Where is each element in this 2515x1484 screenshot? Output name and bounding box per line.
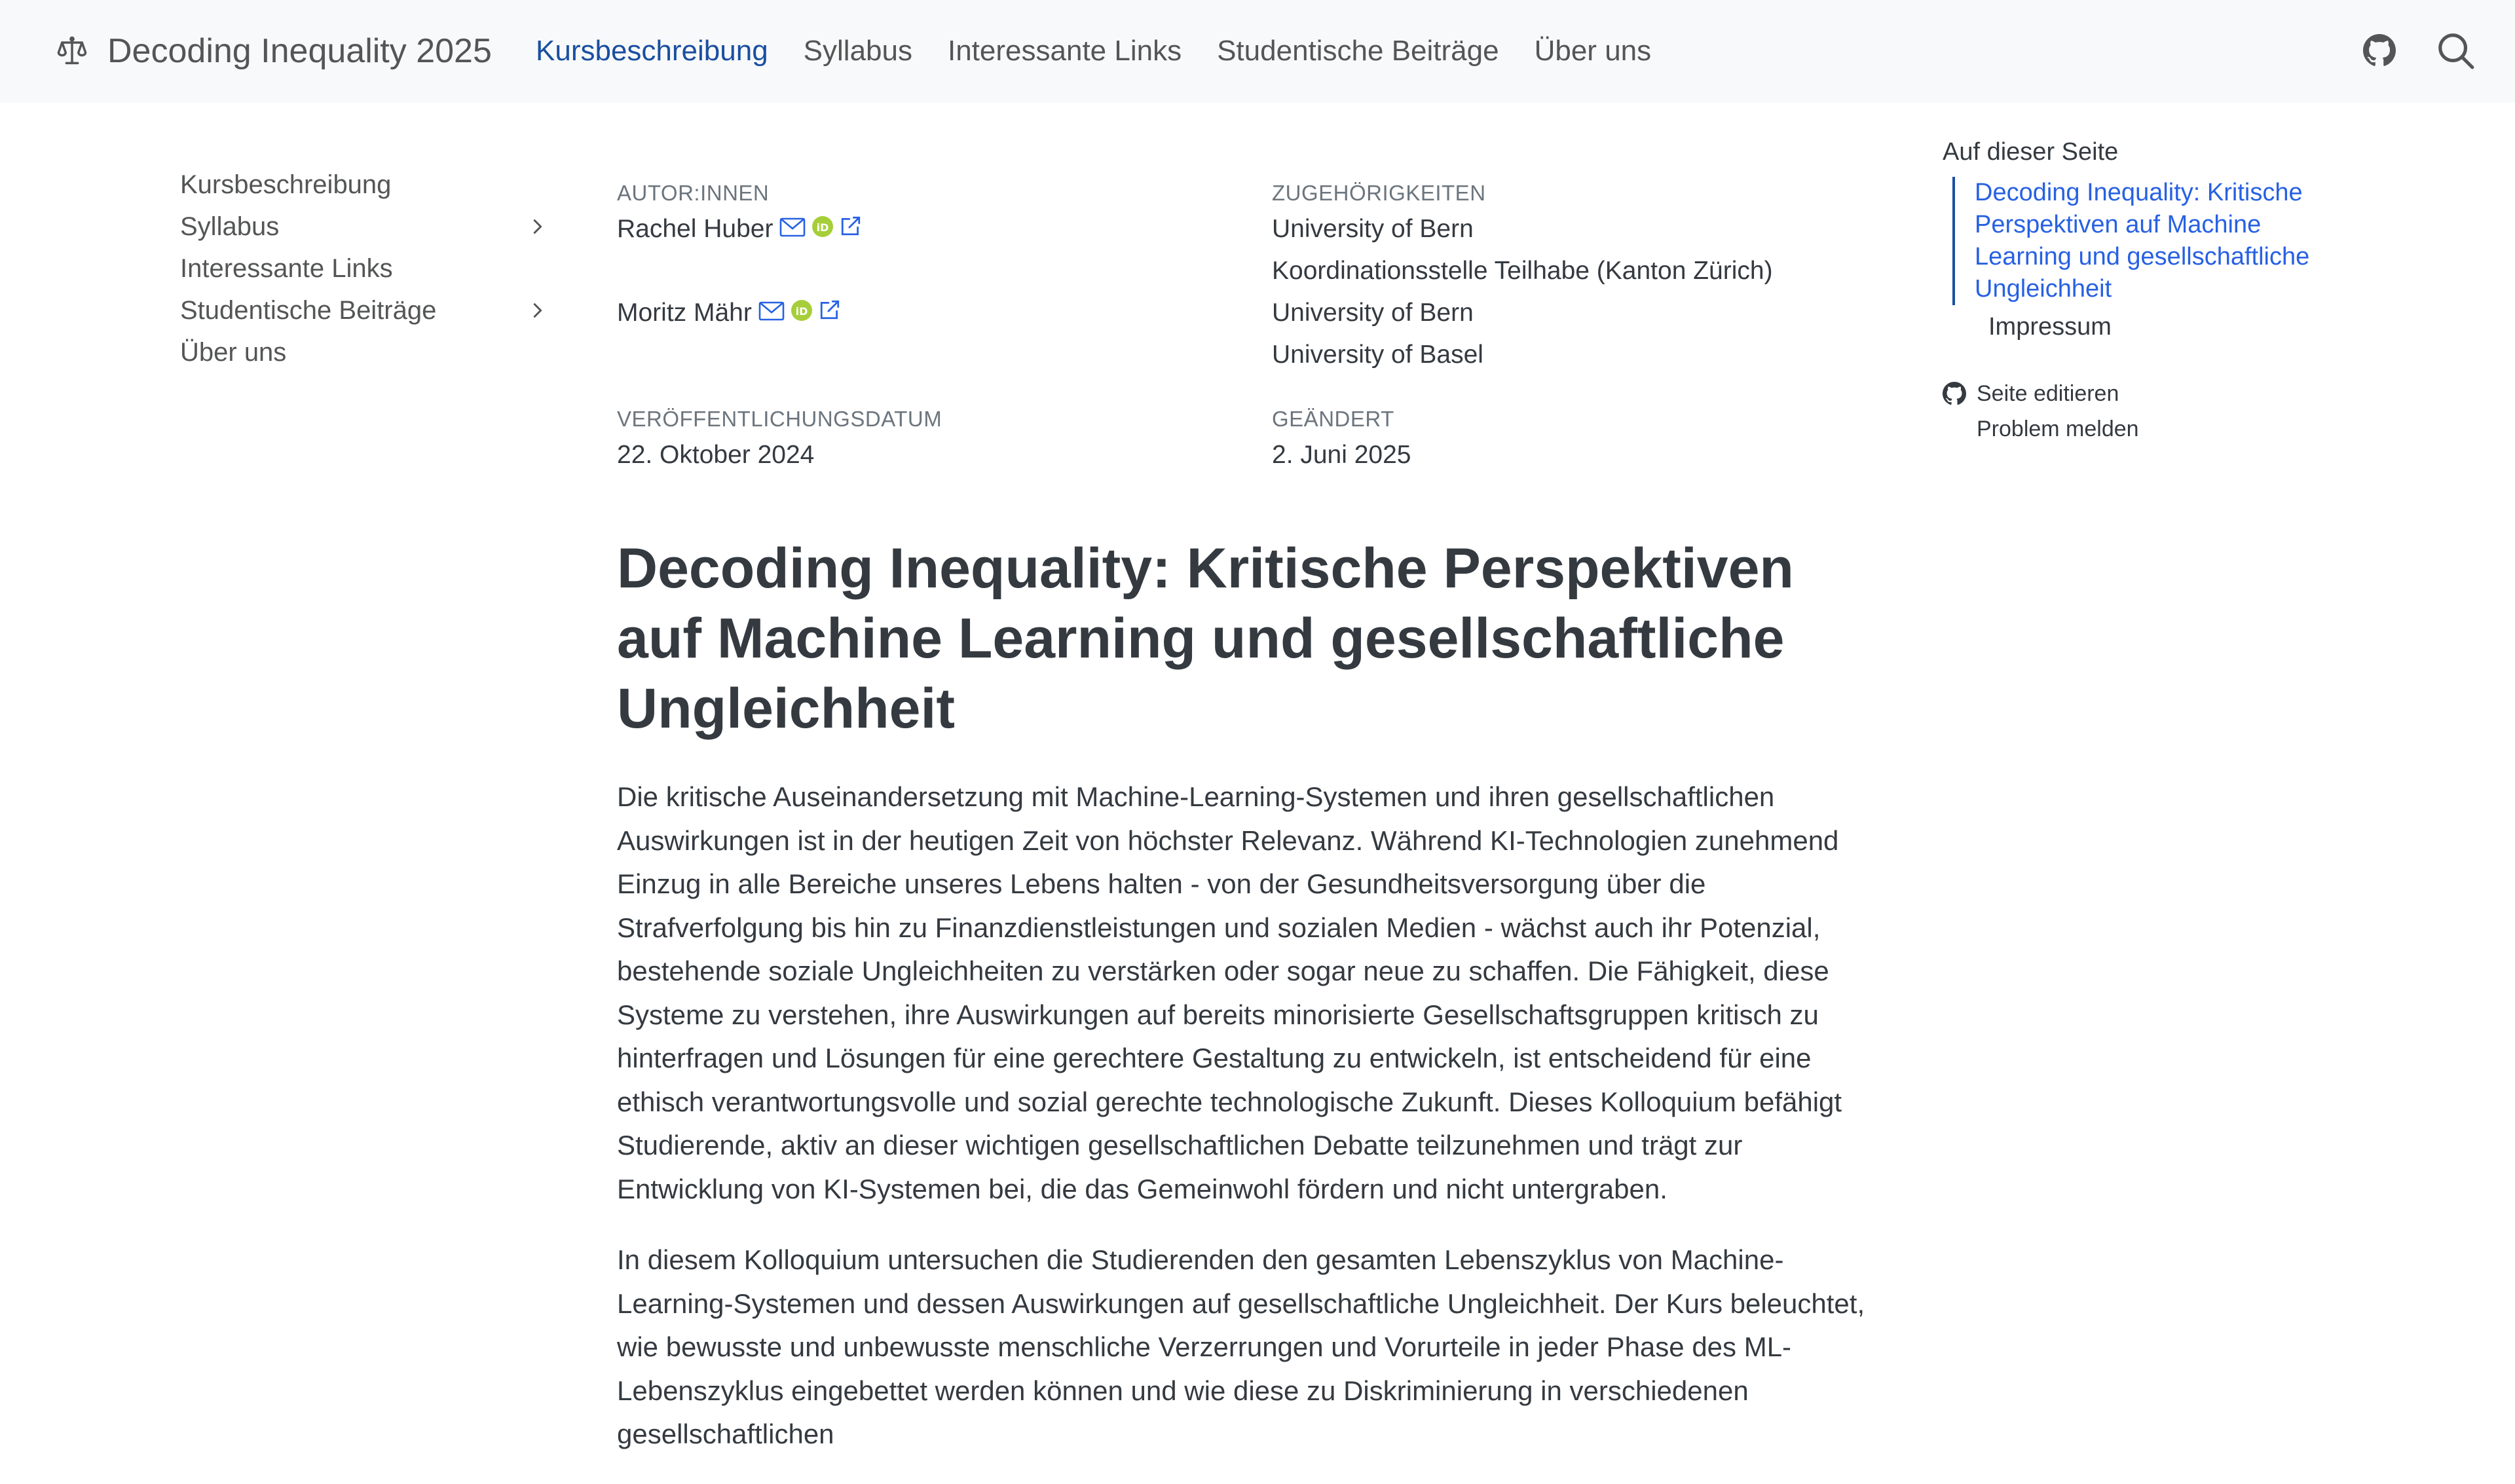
authors-block: [617, 178, 868, 334]
modified-date: 2. Juni 2025: [1272, 441, 1411, 469]
affiliations-heading: ZUGEHÖRIGKEITEN: [1272, 181, 1486, 205]
author-name: Moritz Mähr: [617, 299, 752, 327]
affiliation: University of Basel: [1272, 341, 1483, 369]
email-icon[interactable]: [779, 208, 806, 250]
toc-actions: [1943, 376, 2362, 447]
paragraph: Die kritische Auseinandersetzung mit Machine-Learning-Systemen und ihren gesellschaftlichen Auswirkungen ist in der heutigen Zeit von höchster Relevanz. Während KI-Technologien zunehmend Einzug in alle Bereiche unseres Lebens halten - von der Gesundheitsversorgung über die Strafverfolgung bis hin zu Finanzdienstleistungen und sozialen Medien - wächst auch ihr Potenzial, bestehende soziale Ungleichheiten zu verstärken oder sogar neue zu schaffen. Die Fähigkeit, diese Systeme zu verstehen, ihre Auswirkungen auf bereits minorisierte Gesellschaftsgruppen kritisch zu hinterfragen und Lösungen für eine gerechtere Gestaltung zu entwickeln, ist entscheidend für eine ethisch verantwortungsvolle und sozial gerechte technologische Zukunft. Dieses Kolloquium befähigt Studierende, aktiv an dieser wichtigen gesellschaftlichen Debatte teilzunehmen und trägt zur Entwicklung von KI-Systemen bei, die das Gemeinwohl fördern und nicht untergraben.: [617, 781, 1842, 1204]
nav-kursbeschreibung[interactable]: Kursbeschreibung: [536, 35, 768, 67]
external-link-icon[interactable]: [840, 208, 862, 250]
header-tools: [2363, 30, 2476, 71]
top-navbar: [0, 0, 2515, 103]
email-icon[interactable]: [758, 292, 785, 334]
published-heading: VERÖFFENTLICHUNGSDATUM: [617, 407, 942, 431]
scales-icon: [55, 34, 89, 68]
published-block: [617, 404, 942, 476]
report-issue-link[interactable]: [1943, 411, 2362, 447]
edit-page-label: Seite editieren: [1977, 380, 2119, 406]
sidebar-item-interessante-links[interactable]: [180, 248, 547, 289]
sidebar-item-label: Über uns: [180, 338, 287, 367]
nav-syllabus[interactable]: Syllabus: [803, 35, 912, 67]
sidebar-item-ueber-uns[interactable]: [180, 331, 547, 373]
site-brand[interactable]: [55, 31, 492, 71]
affiliation: University of Bern: [1272, 215, 1474, 243]
site-title: Decoding Inequality 2025: [107, 32, 492, 70]
paragraph: In diesem Kolloquium untersuchen die Studierenden den gesamten Lebenszyklus von Machine-Learning-Systemen und dessen Auswirkungen auf gesellschaftliche Ungleichheit. Der Kurs beleuchtet, wie bewusste und unbewusste menschliche Verzerrungen und Vorurteile in jeder Phase des ML-Lebenszyklus eingebettet werden können und wie diese zu Diskriminierung in verschiedenen gesellschaftlichen: [617, 1244, 1865, 1449]
sidebar: [180, 164, 547, 373]
author-name: Rachel Huber: [617, 215, 773, 243]
external-link-icon[interactable]: [819, 292, 841, 334]
page-title: Decoding Inequality: Kritische Perspektiven auf Machine Learning und gesellschaftliche Ungleichheit: [617, 537, 1794, 740]
nav-interessante-links[interactable]: Interessante Links: [947, 35, 1182, 67]
nav-studentische-beitraege[interactable]: Studentische Beiträge: [1217, 35, 1499, 67]
sidebar-item-label: Interessante Links: [180, 254, 393, 283]
main-content: [617, 534, 1888, 1484]
author-entry: [617, 292, 868, 334]
svg-text:iD: iD: [817, 221, 829, 234]
sidebar-item-syllabus[interactable]: [180, 206, 547, 248]
toc-link-impressum[interactable]: Impressum: [1988, 313, 2112, 341]
toc-heading: Auf dieser Seite: [1943, 138, 2119, 166]
sidebar-item-studentische-beitraege[interactable]: [180, 289, 547, 331]
orcid-icon[interactable]: [791, 292, 812, 334]
search-icon[interactable]: [2435, 30, 2476, 71]
edit-page-link[interactable]: [1943, 376, 2362, 411]
svg-text:iD: iD: [795, 305, 808, 318]
modified-heading: GEÄNDERT: [1272, 407, 1394, 431]
sidebar-item-label: Syllabus: [180, 212, 280, 241]
chevron-right-icon[interactable]: [527, 301, 547, 320]
sidebar-item-label: Kursbeschreibung: [180, 170, 392, 199]
toc-link-title[interactable]: Decoding Inequality: Kritische Perspektiven auf Machine Learning und gesellschaftliche Ungleichheit: [1975, 179, 2310, 303]
sidebar-item-kursbeschreibung[interactable]: [180, 164, 547, 206]
affiliation: Koordinationsstelle Teilhabe (Kanton Zürich): [1272, 257, 1773, 285]
toc-list: [1952, 177, 2362, 305]
affiliation: University of Bern: [1272, 299, 1474, 327]
modified-block: [1272, 404, 1411, 476]
affiliations-block: [1272, 178, 1773, 376]
nav-ueber-uns[interactable]: Über uns: [1534, 35, 1652, 67]
published-date: 22. Oktober 2024: [617, 441, 815, 469]
github-icon: [1943, 382, 1966, 405]
report-issue-label: Problem melden: [1977, 416, 2139, 441]
table-of-contents: [1943, 135, 2362, 447]
main-nav: [536, 31, 1686, 71]
github-icon[interactable]: [2363, 34, 2396, 67]
authors-heading: AUTOR:INNEN: [617, 181, 770, 205]
chevron-right-icon[interactable]: [527, 217, 547, 236]
orcid-icon[interactable]: [812, 208, 833, 250]
author-entry: [617, 208, 868, 250]
sidebar-item-label: Studentische Beiträge: [180, 296, 437, 325]
